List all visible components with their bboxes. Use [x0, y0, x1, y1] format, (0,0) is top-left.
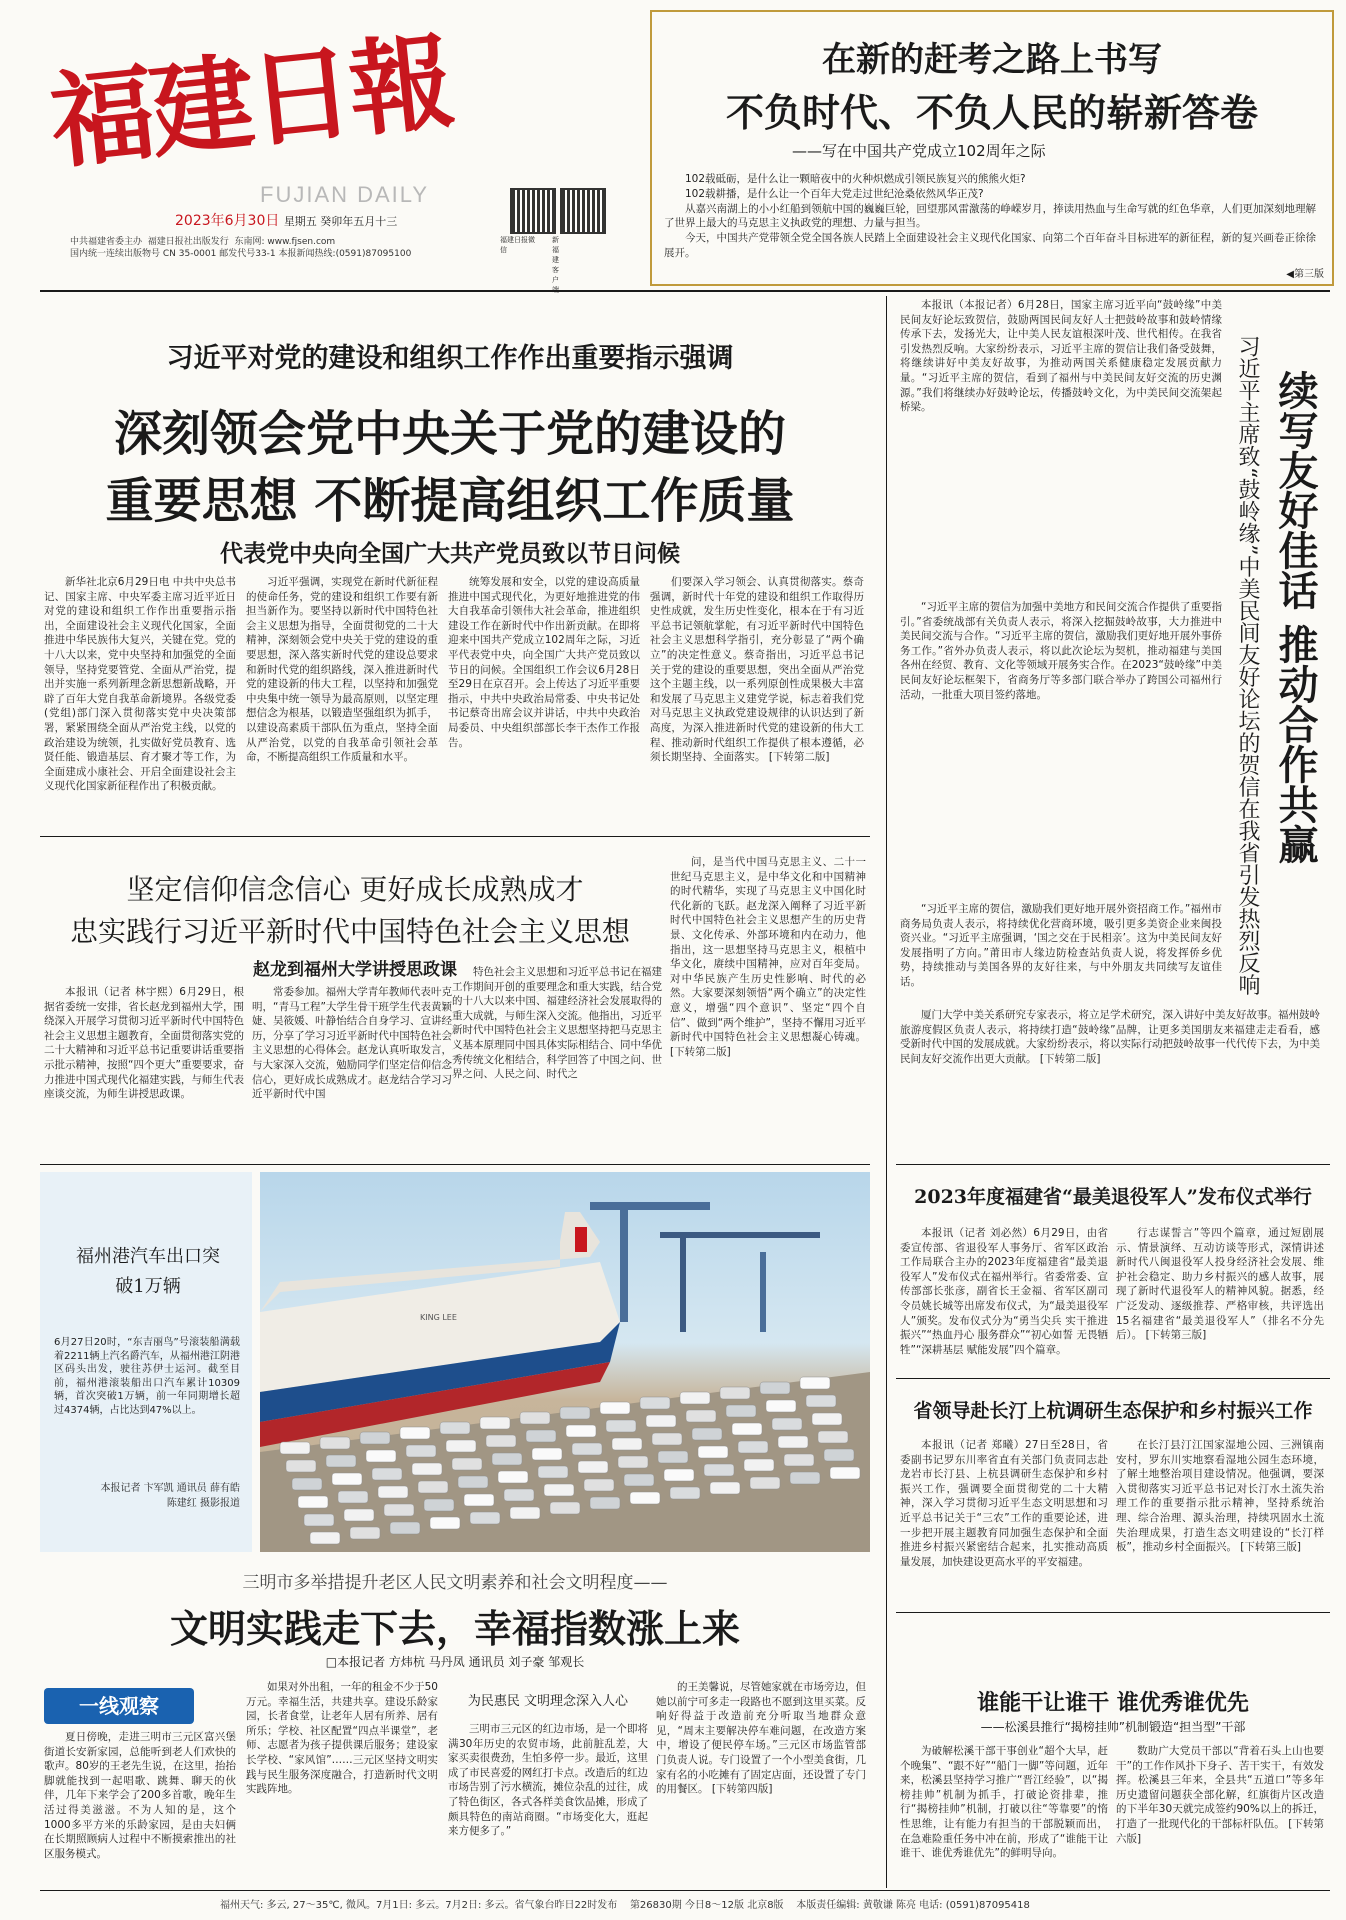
article2-col-2 [252, 985, 452, 1155]
masthead-divider [40, 290, 1330, 292]
article3-text: 夏日傍晚，走进三明市三元区富兴堡街道长安新家园，总能听到老人们欢快的歌声。80岁的王老先生说，在这里，抬抬脚就能找到一起唱歌、跳舞、聊天的伙伴，几年下来学会了200多首歌，晚年生活过得美滋滋。不为人知的是，这个1000多平方米的乐龄家园，是由夫妇俩在长期照顾病人过程中不断摸索推出的社区服务模式。 [44, 1731, 236, 1860]
crane-arm [590, 1202, 710, 1210]
parked-car [750, 1477, 780, 1489]
parked-car [326, 1455, 356, 1467]
footer-issue: 第26830期 今日8～12版 北京8版 [629, 1900, 784, 1911]
parked-car [350, 1527, 380, 1539]
photo-story-credit: 本报记者 卞军凯 通讯员 薛有皓 陈建红 摄影报道 [100, 1483, 240, 1509]
parked-car [510, 1507, 540, 1519]
short2-text: 在长汀县汀江国家湿地公园、三洲镇南安村，罗东川实地察看湿地公园生态环境，了解土地整治项目建设情况。他强调，要深入贯彻落实习近平总书记对长汀水土流失治理工作的重要指示批示精神，坚持系统治理、综合治理、源头治理，持续巩固水土流失治理成果，打造生态文明建设的“长汀样板”，推动乡村全面振兴。 [下转第三版] [1116, 1439, 1324, 1554]
parked-car [492, 1453, 522, 1465]
crane [680, 1232, 686, 1332]
article3-text: 的王美馨说，尽管她家就在市场旁边，但她以前宁可多走一段路也不愿到这里买菜。反响好得益于改造前充分听取当地群众意见，“周末主要解决停车难问题，在改造方案中，增设了便民停车场。”三元区市场监管部门负责人说。专门设置了一个小型美食街，几家有名的小吃摊有了固定店面，还设置了专门的用餐区。 [下转第四版] [656, 1681, 866, 1796]
crane [760, 1252, 766, 1332]
right-article-text: 本报讯（本报记者）6月28日，国家主席习近平向“鼓岭缘”中美民间友好论坛致贺信，鼓励两国民间友好人士把鼓岭故事和鼓岭情缘传承下去，发扬光大，让中美人民友谊根深叶茂、世代相传。在我省引发热烈反响。大家纷纷表示，习近平主席的贺信让我们备受鼓舞，将继续讲好中美友好故事，为推动两国关系健康稳定发展贡献力量。“习近平主席的贺信，看到了福州与中美民间友好交流的历史渊源。”我们将继续办好鼓岭论坛，传播鼓岭文化，为中美民间交流架起桥梁。 [900, 299, 1222, 414]
parked-car [784, 1454, 814, 1466]
short1-text: 行志谋誓言”等四个篇章，通过短剧展示、情景演绎、互动访谈等形式，深情讲述新时代八闽退役军人投身经济社会发展、维护社会稳定、助力乡村振兴的感人故事，展现了新时代退役军人的精神风貌。据悉，经广泛发动、逐级推荐、严格审核，共评选出15名福建省“最美退役军人”（排名不分先后）。 [下转第三版] [1116, 1227, 1324, 1342]
photo-story-caption: 6月27日20时，“东吉丽鸟”号滚装船满载着2211辆上汽名爵汽车，从福州港江阴港区码头出发，驶往苏伊士运河。截至目前，福州港滚装船出口汽车累计10309辆，首次突破1万辆，前一年同期增长超过4374辆，占比达到47%以上。 [54, 1337, 240, 1416]
article2-text: 特色社会主义思想和习近平总书记在福建工作期间开创的重要理念和重大实践，结合党的十八大以来中国、福建经济社会发展取得的重大成就，与师生深入交流。他指出，习近平新时代中国特色社会主义思想坚持把马克思主义基本原理同中国具体实际相结合、同中华优秀传统文化相结合，科学回答了中国之问、世界之问、人民之问、时代之 [452, 966, 662, 1081]
column-divider [886, 296, 887, 1888]
short1-text: 本报讯（记者 刘必然）6月29日，由省委宣传部、省退役军人事务厅、省军区政治工作局联合主办的2023年度福建省“最美退役军人”发布仪式在福州举行。省委常委、宣传部部长张彦，副省长王金福、省军区副司令员姚长城等出席发布仪式，为“最美退役军人”颁奖。发布仪式分为“勇当尖兵 实干推进振兴”“热血丹心 服务群众”“初心如誓 无畏牺牲”“深耕基层 赋能发展”四个篇章。 [900, 1227, 1108, 1356]
port-photo-svg [260, 1172, 870, 1552]
qr2-label: 新福建客户 [552, 236, 559, 284]
lead-subtitle: ——写在中国共产党成立102周年之际 [792, 142, 1046, 160]
parked-car [824, 1449, 854, 1461]
article1-col-1 [44, 575, 236, 825]
parked-car [812, 1413, 842, 1425]
parked-car [806, 1395, 836, 1407]
article2-text: 问，是当代中国马克思主义、二十一世纪马克思主义，是中华文化和中国精神的时代精华，实现了马克思主义中国化时代化新的飞跃。赵龙深入阐释了习近平新时代中国特色社会主义思想产生的历史背景、文化传承、外部环境和内在动力，他指出，这一思想坚持马克思主义，根植中华文化，赓续中国精神，应对百年变局。对中华民族产生历史性影响、时代的必然。大家要深刻领悟“两个确立”的决定性意义，增强“四个意识”、坚定“四个自信”、做到“两个维护”，坚持不懈用习近平新时代中国特色社会主义思想凝心铸魂。 [下转第二版] [670, 856, 866, 1058]
parked-car [344, 1509, 374, 1521]
parked-car [692, 1428, 722, 1440]
article2-subtitle: 赵龙到福州大学讲授思政课 [253, 960, 457, 980]
lead-line: 102载砥砺，是什么让一颗暗夜中的火种炽燃成引领民族复兴的熊熊火炬? [685, 173, 1026, 185]
parked-car [658, 1451, 688, 1463]
parked-car [520, 1412, 550, 1424]
short1-title: 2023年度福建省“最美退役军人”发布仪式举行 [914, 1186, 1312, 1208]
short3-col-1 [900, 1744, 1108, 1882]
article2-text: 本报讯（记者 林宇熙）6月29日，根据省委统一安排，省长赵龙到福州大学，围绕深入开展学习贯彻习近平新时代中国特色社会主义思想主题教育，全面贯彻落实党的二十大精神和习近平总书记重要讲话重要指示批示精神，按照“四个更大”重要要求，奋力推进中国式现代化福建实践，与师生代表座谈交流，为师生讲授思政课。 [44, 986, 244, 1101]
parked-car [578, 1461, 608, 1473]
parked-car [800, 1377, 830, 1389]
short3-text: 为破解松溪干部干事创业“超个大早，赶个晚集”、“跟不好”“船门一脚”等问题，近年来，松溪县坚持学习推广“晋江经验”，以“揭榜挂帅”机制为抓手，打破论资排辈，推行“揭榜挂帅”机制，打破以往“等靠要”的惰性思维，让有能力有担当的干部脱颖而出，在急难险重任务中冲在前，形成了“谁能干让谁干、谁优秀谁优先”的鲜明导向。 [900, 1745, 1108, 1860]
parked-car [486, 1435, 516, 1447]
port-photo [260, 1172, 870, 1552]
article1-subtitle: 代表党中央向全国广大共产党员致以节日问候 [220, 540, 680, 567]
article1-col-3 [448, 575, 640, 825]
parked-car [566, 1425, 596, 1437]
parked-car [606, 1420, 636, 1432]
website-link[interactable]: 东南网: www.fjsen.com [234, 237, 336, 247]
weekday-lunar: 星期五 癸卯年五月十三 [283, 215, 398, 228]
parked-car [378, 1486, 408, 1498]
publisher-info [70, 236, 411, 260]
parked-car [600, 1402, 630, 1414]
newspaper-logo: 福建日報 [44, 19, 456, 184]
parked-car [338, 1491, 368, 1503]
divider [896, 1378, 1330, 1379]
article1-col-2 [246, 575, 438, 825]
publisher: 中共福建省委主办 [70, 237, 143, 247]
article2-col-3 [452, 965, 662, 1155]
right-article-title: 续写友好佳话 推动合作共赢 [1272, 370, 1319, 864]
parked-car [544, 1484, 574, 1496]
article3-col-4 [656, 1680, 866, 1880]
photo-story-title: 福州港汽车出口突破1万辆 [76, 1246, 220, 1297]
lead-jump-link[interactable]: ◀第三版 [1286, 269, 1324, 280]
lead-line: 今天，中国共产党带领全党全国各族人民踏上全面建设社会主义现代化国家、向第二个百年奋斗目标进军的新征程，新的复兴画卷正徐徐展开。 [664, 232, 1316, 259]
parked-car [590, 1497, 620, 1509]
postal-code: 邮发代号33-1 [219, 249, 276, 259]
parked-car [498, 1471, 528, 1483]
parked-car [320, 1437, 350, 1449]
parked-car [618, 1456, 648, 1468]
parked-car [418, 1481, 448, 1493]
article1-text: 新华社北京6月29日电 中共中央总书记、国家主席、中央军委主席习近平近日对党的建设和组织工作作出重要指示指出，全面建设社会主义现代化国家，全面推进中华民族伟大复兴，关键在党。党的十八大以来，党中央坚持和加强党的全面领导，坚持党要管党、全面从严治党，提出并实施一系列新理念新思想新战略，开辟了百年大党自我革命新境界。各级党委(党组)部门深入贯彻落实党中央决策部署，紧紧围绕全面从严治党主线，以党的政治建设为统领，扎实做好党员教育、选贤任能、锻造基层、育才聚才等工作，为全面建成小康社会、开启全面建设社会主义现代化国家新征程作出了积极贡献。 [44, 576, 236, 793]
parked-car [292, 1478, 322, 1490]
right-article-subtitle: 习近平主席致“鼓岭缘”中美民间友好论坛的贺信在我省引发热烈反响 [1235, 335, 1260, 996]
parked-car [646, 1415, 676, 1427]
article1-text: 习近平强调，实现党在新时代新征程的使命任务，党的建设和组织工作要有新担当新作为。要坚持以新时代中国特色社会主义思想为指导，全面贯彻党的二十大精神，深刻领会党中央关于党的建设的重要思想，深入落实新时代党的建设总要求和新时代党的组织路线，深入推进新时代党的建设新的伟大工程，以坚持和加强党中央集中统一领导为最高原则，以坚定理想信念为根基，以锻造坚强组织为抓手，以建设高素质干部队伍为重点，坚持全面从严治党，以党的自我革命引领社会革命，不断提高组织工作质量和水平。 [246, 576, 438, 764]
parked-car [818, 1431, 848, 1443]
parked-car [406, 1445, 436, 1457]
masthead [40, 10, 559, 284]
parked-car [704, 1464, 734, 1476]
short3-subtitle: ——松溪县推行“揭榜挂帅”机制锻造“担当型”干部 [980, 1720, 1246, 1734]
observe-badge-label: 一线观察 [79, 1694, 159, 1718]
parked-car [738, 1441, 768, 1453]
crane [620, 1202, 628, 1322]
parked-car [280, 1442, 310, 1454]
parked-car [584, 1479, 614, 1491]
parked-car [400, 1427, 430, 1439]
parked-car [680, 1392, 710, 1404]
short3-col-2 [1116, 1744, 1324, 1882]
parked-car [664, 1469, 694, 1481]
observe-badge [44, 1688, 194, 1724]
parked-car [504, 1489, 534, 1501]
parked-car [550, 1502, 580, 1514]
short1-col-2 [1116, 1226, 1324, 1368]
right-article-text: “习近平主席的贺信为加强中美地方和民间交流合作提供了重要指引。”省委统战部有关负责人表示，将深入挖掘鼓岭故事，大力推进中美民间交流与合作。“习近平主席的贺信，激励我们更好地开展外事侨务工作。”省外办负责人表示，将以此次论坛为契机，推动福建与美国各州在经贸、教育、文化等领域开展务实合作。在2023“鼓岭缘”中美民间友好论坛框架下，省商务厅等多部门联合举办了跨国公司福州行活动，一批重大项目签约落地。 [900, 601, 1222, 701]
parked-car [384, 1504, 414, 1516]
parked-car [372, 1468, 402, 1480]
short2-col-1 [900, 1438, 1108, 1598]
divider [896, 1164, 1330, 1165]
parked-car [612, 1438, 642, 1450]
crane-arm [660, 1232, 820, 1238]
parked-car [686, 1410, 716, 1422]
parked-car [572, 1443, 602, 1455]
parked-car [304, 1514, 334, 1526]
parked-car [726, 1405, 756, 1417]
article2-title-2: 忠实践行习近平新时代中国特色社会主义思想 [69, 915, 630, 948]
parked-car [652, 1433, 682, 1445]
short2-col-2 [1116, 1438, 1324, 1598]
qr1-label: 福建日报微信 [500, 236, 535, 254]
article1-text: 统筹发展和安全，以党的建设高质量推进中国式现代化，为更好地推进党的伟大自我革命引领伟大社会革命，推进组织建设工作在新时代中作出新贡献。在即将迎来中国共产党成立102周年之际，习近平代表党中央，向全国广大共产党员致以节日的问候。全国组织工作会议6月28日至29日在京召开。会上传达了习近平重要指示，中共中央政治局常委、中央书记处书记蔡奇出席会议并讲话，中共中央政治局委员、中央组织部部长李干杰作工作报告。 [448, 576, 640, 749]
article3-col-1 [44, 1730, 236, 1880]
parked-car [538, 1466, 568, 1478]
parked-car [440, 1422, 470, 1434]
right-article-col-3 [900, 902, 1222, 1006]
parked-car [532, 1448, 562, 1460]
article2-title-1: 坚定信仰信念信心 更好成长成熟成才 [126, 873, 584, 906]
short3-text: 数助广大党员干部以“背着石头上山也要干”的工作作风扑下身子、苦干实干，有效发挥。松溪县三年来，全县共“五道口”等多年历史遗留问题获全部化解，红旗街片区改造的下半年30天就完成签约90%以上的拆迁，打造了一批现代化的干部标杆队伍。 [下转第六版] [1116, 1745, 1324, 1845]
parked-car [640, 1397, 670, 1409]
parked-car [766, 1400, 796, 1412]
news-hotline: 本报新闻热线:(0591)87095100 [278, 249, 412, 259]
parked-car [624, 1474, 654, 1486]
parked-car [452, 1458, 482, 1470]
parked-car [670, 1487, 700, 1499]
lead-box [650, 10, 1334, 286]
article1-text: 们要深入学习领会、认真贯彻落实。蔡奇强调，新时代十年党的建设和组织工作取得历史性成就，发生历史性变化，根本在于有习近平总书记领航掌舵，有习近平新时代中国特色社会主义思想科学指引，充分彰显了“两个确立”的决定性意义。蔡奇指出，习近平总书记关于党的建设的重要思想，突出全面从严治党这个主题主线，以一系列原创性成果极大丰富和发展了马克思主义建党学说，标志着我们党对马克思主义执政党建设规律的认识达到了新高度，为深入推进新时代党的建设新的伟大工程、推动新时代组织工作提供了根本遵循，必须长期坚持、全面落实。 [下转第二版] [650, 576, 864, 764]
parked-car [830, 1467, 860, 1479]
footer-rule [40, 1890, 1330, 1891]
parked-car [790, 1472, 820, 1484]
parked-car [760, 1382, 790, 1394]
footer-editor: 本版责任编辑: 黄敬谦 陈亮 电话: (0591)87095418 [796, 1900, 1030, 1911]
lead-title-1: 在新的赶考之路上书写 [822, 40, 1162, 80]
article2-col-1 [44, 985, 244, 1155]
parked-car [560, 1407, 590, 1419]
footer-weather: 福州天气: 多云, 27～35℃, 微风。7月1日: 多云。7月2日: 多云。省气象台昨日22时发布 [220, 1900, 618, 1911]
lead-title-2: 不负时代、不负人民的崭新答卷 [725, 90, 1258, 135]
right-article-col-4 [900, 1008, 1320, 1154]
parked-car [298, 1496, 328, 1508]
parked-car [458, 1476, 488, 1488]
parked-car [630, 1492, 660, 1504]
photo-story-sidebar [40, 1172, 252, 1552]
parked-car [412, 1463, 442, 1475]
short2-text: 本报讯（记者 郑曦）27日至28日，省委副书记罗东川率省直有关部门负责同志赴龙岩市长汀县、上杭县调研生态保护和乡村振兴工作，强调要全面贯彻党的二十大精神，深入学习贯彻习近平生态文明思想和习近平总书记关于“三农”工作的重要论述，进一步把开展主题教育同加强生态保护和全面推进乡村振兴紧密结合起来，扎实推动高质量发展，加快建设更高水平的平安福建。 [900, 1439, 1108, 1568]
parked-car [772, 1418, 802, 1430]
english-name: FUJIAN DAILY [260, 182, 430, 207]
qr-code-wechat[interactable] [510, 188, 556, 234]
parked-car [526, 1430, 556, 1442]
parked-car [332, 1473, 362, 1485]
article3-kicker: 三明市多举措提升老区人民文明素养和社会文明程度—— [242, 1573, 668, 1593]
date-line: 2023年6月30日 [175, 213, 280, 229]
parked-car [366, 1450, 396, 1462]
parked-car [470, 1512, 500, 1524]
divider [40, 836, 870, 837]
qr-code-app[interactable] [560, 188, 606, 234]
article3-text: 三明市三元区的红边市场，是一个即将满30年历史的农贸市场，此前脏乱差，大家买卖很费劲，生怕多停一步。最近，这里成了市民喜爱的网红打卡点。改造后的红边市场告别了污水横流，摊位杂乱的过往，成了特色街区，各式各样美食饮品摊，形成了颇具特色的南站商圈。“市场变化大，逛起来方便多了。” [448, 1723, 648, 1838]
right-article-col-1 [900, 298, 1222, 598]
ship-name: KING LEE [420, 1313, 457, 1322]
article1-kicker: 习近平对党的建设和组织工作作出重要指示强调 [166, 343, 734, 374]
parked-car [430, 1517, 460, 1529]
right-article-text: 厦门大学中美关系研究专家表示，将立足学术研究，深入讲好中美友好故事。福州鼓岭旅游度假区负责人表示，将持续打造“鼓岭缘”品牌，让更多美国朋友来福建走走看看，感受新时代中国的发展成就。大家纷纷表示，将以实际行动把鼓岭故事一代代传下去，为中美民间友好交流作出更大贡献。 [下转第二版] [900, 1009, 1320, 1065]
divider [896, 1612, 1330, 1613]
article3-section-head: 为民惠民 文明理念深入人心 [467, 1694, 629, 1709]
parked-car [480, 1417, 510, 1429]
parked-car [778, 1436, 808, 1448]
right-article-text: “习近平主席的贺信，激励我们更好地开展外资招商工作。”福州市商务局负责人表示，将持续优化营商环境，吸引更多美资企业来闽投资兴业。“习近平主席强调，‘国之交在于民相亲’。这为中美民间友好发展指明了方向。”莆田市人缘边防检查站负责人说，将发挥侨乡优势，持续推动与美国各界的友好往来，与中外朋友共同续写友谊佳话。 [900, 903, 1222, 988]
article1-title-2: 重要思想 不断提高组织工作质量 [105, 473, 795, 529]
publisher2: 福建日报社出版发行 [147, 237, 229, 247]
article2-text: 常委参加。福州大学青年教师代表叶克明，“青马工程”大学生骨干班学生代表黄颖婕、吴筱媛、叶静怡结合自身学习、宣讲经历，分享了学习习近平新时代中国特色社会主义思想的心得体会。赵龙认真听取发言，与大家深入交流，勉励同学们坚定信仰信念信心，更好成长成熟成才。赵龙结合学习习近平新时代中国 [252, 986, 452, 1101]
parked-car [732, 1423, 762, 1435]
ship-funnel [575, 1227, 587, 1252]
parked-car [720, 1387, 750, 1399]
right-article-col-2 [900, 600, 1222, 900]
parked-car [710, 1482, 740, 1494]
article3-title: 文明实践走下去，幸福指数涨上来 [169, 1606, 740, 1651]
article1-title-1: 深刻领会党中央关于党的建设的 [113, 406, 786, 462]
article3-col-3 [448, 1722, 648, 1880]
parked-car [464, 1494, 494, 1506]
divider [40, 1164, 870, 1165]
article3-byline: □本报记者 方炜杭 马丹凤 通讯员 刘子豪 邹观长 [325, 1655, 585, 1669]
parked-car [390, 1522, 420, 1534]
parked-car [744, 1459, 774, 1471]
parked-car [310, 1532, 340, 1544]
lead-line: 102载耕播，是什么让一个百年大党走过世纪沧桑依然风华正茂? [685, 187, 984, 200]
article3-text: 如果对外出租，一年的租金不少于50万元。幸福生活，共建共享。建设乐龄家园，长者食堂，让老年人居有所养、居有所乐；学校、社区配置“四点半课堂”，老师、志愿者为孩子提供课后服务；建设家长学校、“家风馆”……三元区坚持文明实践与民生服务深度融合，打造新时代文明实践阵地。 [246, 1681, 438, 1796]
short3-title: 谁能干让谁干 谁优秀谁优先 [977, 1690, 1249, 1716]
short1-col-1 [900, 1226, 1108, 1368]
short2-title: 省领导赴长汀上杭调研生态保护和乡村振兴工作 [913, 1400, 1313, 1422]
article3-col-2 [246, 1680, 438, 1880]
article1-col-4 [650, 575, 864, 825]
footer [220, 1896, 1330, 1911]
parked-car [424, 1499, 454, 1511]
article2-col-4 [670, 855, 866, 1155]
issue-date [175, 210, 397, 230]
parked-car [286, 1460, 316, 1472]
parked-car [360, 1432, 390, 1444]
parked-car [446, 1440, 476, 1452]
lead-body [664, 172, 1316, 272]
cn-code: 国内统一连续出版物号 CN 35-0001 [70, 249, 217, 259]
lead-line: 从嘉兴南湖上的小小红船到领航中国的巍巍巨轮，回望那风雷激荡的峥嵘岁月，捧读用热血与生命写就的红色华章，人们更加深刻地理解了世界上最大的马克思主义执政党的理想、力量与担当。 [664, 202, 1316, 230]
parked-car [698, 1446, 728, 1458]
